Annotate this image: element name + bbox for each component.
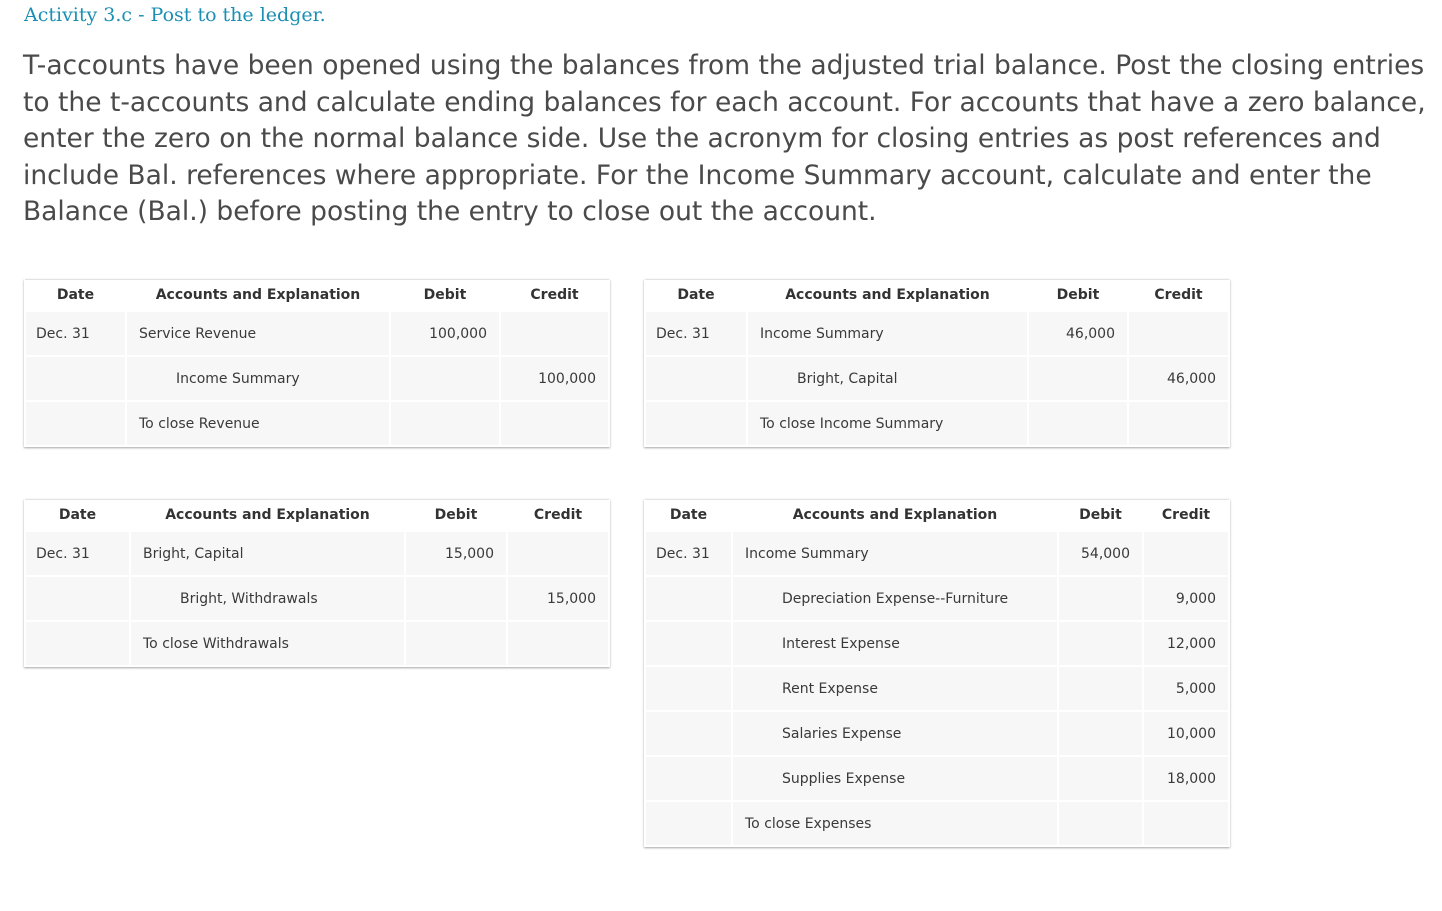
debit-cell[interactable]: 46,000 (1028, 311, 1128, 356)
date-cell[interactable] (645, 401, 747, 446)
col-header-debit: Debit (1028, 280, 1128, 312)
table-header-row (645, 500, 1229, 532)
debit-cell[interactable]: 100,000 (390, 311, 500, 356)
table-row (25, 531, 609, 576)
table-row (645, 756, 1229, 801)
account-cell[interactable]: Interest Expense (732, 621, 1058, 666)
debit-cell[interactable] (1058, 801, 1143, 846)
credit-cell[interactable] (500, 311, 609, 356)
date-cell[interactable] (25, 621, 130, 666)
col-header-date: Date (645, 280, 747, 312)
col-header-accounts: Accounts and Explanation (130, 500, 405, 532)
table-row (25, 576, 609, 621)
table-row (25, 311, 609, 356)
table-row (645, 531, 1229, 576)
table-header-row (25, 500, 609, 532)
col-header-debit: Debit (390, 280, 500, 312)
date-cell[interactable]: Dec. 31 (645, 531, 732, 576)
col-header-accounts: Accounts and Explanation (747, 280, 1028, 312)
account-cell[interactable]: Income Summary (747, 311, 1028, 356)
credit-cell[interactable] (507, 621, 609, 666)
col-header-debit: Debit (1058, 500, 1143, 532)
account-cell[interactable]: Depreciation Expense--Furniture (732, 576, 1058, 621)
debit-cell[interactable] (1058, 621, 1143, 666)
account-cell[interactable]: Service Revenue (126, 311, 390, 356)
debit-cell[interactable] (1058, 711, 1143, 756)
activity-title: Activity 3.c - Post to the ledger. (24, 4, 326, 26)
credit-cell[interactable] (1128, 311, 1229, 356)
table-row (25, 401, 609, 446)
journal-table-close-withdrawals (24, 499, 610, 667)
col-header-accounts: Accounts and Explanation (126, 280, 390, 312)
journal-table-close-income-summary (644, 279, 1230, 447)
account-cell[interactable]: Income Summary (126, 356, 390, 401)
date-cell[interactable]: Dec. 31 (25, 531, 130, 576)
date-cell[interactable] (25, 576, 130, 621)
account-cell[interactable]: Bright, Capital (130, 531, 405, 576)
credit-cell[interactable] (500, 401, 609, 446)
table-row (645, 711, 1229, 756)
col-header-date: Date (25, 500, 130, 532)
table-row (645, 356, 1229, 401)
date-cell[interactable] (645, 356, 747, 401)
col-header-accounts: Accounts and Explanation (732, 500, 1058, 532)
credit-cell[interactable]: 100,000 (500, 356, 609, 401)
table-row (645, 311, 1229, 356)
date-cell[interactable]: Dec. 31 (25, 311, 126, 356)
date-cell[interactable] (645, 621, 732, 666)
col-header-credit: Credit (507, 500, 609, 532)
journal-table-close-expenses (644, 499, 1230, 847)
table-row (645, 621, 1229, 666)
debit-cell[interactable] (1058, 756, 1143, 801)
table-row (25, 621, 609, 666)
col-header-credit: Credit (500, 280, 609, 312)
table-header-row (25, 280, 609, 312)
account-cell[interactable]: To close Withdrawals (130, 621, 405, 666)
date-cell[interactable] (645, 576, 732, 621)
credit-cell[interactable]: 5,000 (1143, 666, 1229, 711)
account-cell[interactable]: Salaries Expense (732, 711, 1058, 756)
debit-cell[interactable]: 54,000 (1058, 531, 1143, 576)
credit-cell[interactable]: 10,000 (1143, 711, 1229, 756)
debit-cell[interactable] (405, 576, 507, 621)
credit-cell[interactable]: 46,000 (1128, 356, 1229, 401)
date-cell[interactable] (645, 711, 732, 756)
account-cell[interactable]: Bright, Withdrawals (130, 576, 405, 621)
col-header-credit: Credit (1128, 280, 1229, 312)
table-row (645, 401, 1229, 446)
account-cell[interactable]: To close Income Summary (747, 401, 1028, 446)
credit-cell[interactable] (1128, 401, 1229, 446)
date-cell[interactable] (25, 401, 126, 446)
account-cell[interactable]: Income Summary (732, 531, 1058, 576)
debit-cell[interactable] (390, 401, 500, 446)
col-header-date: Date (645, 500, 732, 532)
col-header-date: Date (25, 280, 126, 312)
credit-cell[interactable]: 15,000 (507, 576, 609, 621)
credit-cell[interactable]: 18,000 (1143, 756, 1229, 801)
col-header-credit: Credit (1143, 500, 1229, 532)
date-cell[interactable] (25, 356, 126, 401)
debit-cell[interactable] (390, 356, 500, 401)
table-row (645, 801, 1229, 846)
account-cell[interactable]: To close Expenses (732, 801, 1058, 846)
credit-cell[interactable] (1143, 801, 1229, 846)
debit-cell[interactable]: 15,000 (405, 531, 507, 576)
table-header-row (645, 280, 1229, 312)
account-cell[interactable]: Bright, Capital (747, 356, 1028, 401)
date-cell[interactable] (645, 801, 732, 846)
credit-cell[interactable] (1143, 531, 1229, 576)
credit-cell[interactable] (507, 531, 609, 576)
table-row (645, 666, 1229, 711)
date-cell[interactable]: Dec. 31 (645, 311, 747, 356)
account-cell[interactable]: Supplies Expense (732, 756, 1058, 801)
journal-table-close-revenue (24, 279, 610, 447)
date-cell[interactable] (645, 756, 732, 801)
debit-cell[interactable] (1058, 576, 1143, 621)
debit-cell[interactable] (1058, 666, 1143, 711)
debit-cell[interactable] (1028, 356, 1128, 401)
table-row (25, 356, 609, 401)
account-cell[interactable]: Rent Expense (732, 666, 1058, 711)
debit-cell[interactable] (405, 621, 507, 666)
debit-cell[interactable] (1028, 401, 1128, 446)
instructions-text: T-accounts have been opened using the balances from the adjusted trial balance. Post the closing entries to the t-accounts and calculate ending balances for each account. For accounts that have a zero balance, enter the zero on the normal balance side. Use the acronym for closing entries as post references and include Bal. references where appropriate. For the Income Summary account, calculate and enter the Balance (Bal.) before posting the entry to close out the account. (23, 50, 1426, 227)
date-cell[interactable] (645, 666, 732, 711)
account-cell[interactable]: To close Revenue (126, 401, 390, 446)
col-header-debit: Debit (405, 500, 507, 532)
credit-cell[interactable]: 9,000 (1143, 576, 1229, 621)
table-row (645, 576, 1229, 621)
credit-cell[interactable]: 12,000 (1143, 621, 1229, 666)
